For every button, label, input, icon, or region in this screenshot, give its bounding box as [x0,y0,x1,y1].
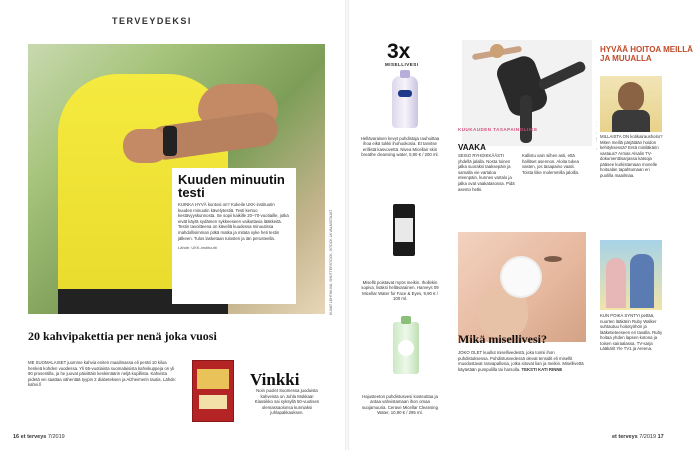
actor-2 [630,254,654,308]
product-description-2: Misellit poistavat myös meikin. Ihollekin sopiva, lisäksi hellävarainen. Harveys 09 Micellar Water for Face & Eyes, 9,90 € / 100 ml. [361,280,439,302]
pose-body-1: SEISO RYHDIKKÄÄSTI yhdellä jalalla. Nosta toinen jalka suoraksi taaksepäin ja samalla vie vartaloa eteenpäin, kunnes vartalo ja jalka ovat vaakatasossa. Pidä asento hetki. [458,153,515,192]
model-head [490,44,504,58]
nivea-bottle-image [392,76,418,128]
pose-body-2: Kallistu vain siihen asti, että hallitset asennon. Aloita tukea vasten, jos tasapaino vaatii. Toista liike molemmilla jaloilla. [522,153,580,175]
issue-right: 7/2019 [639,434,657,440]
coffee-source: Lähde: kahvi.fi [28,376,177,388]
sidebar-item-2: KUN POIKA SYNTYI pettää, nuorten lääkärin Ruby Walker suhtautuu hoitotyöhön ja lääketieteeseen eri tavalla. Ruby hoitaa yhden lapsen kotona ja toisen sairaalassa. TV-sarja Lääkärit Yle TV1 ja Areena. [600,313,663,351]
actor-1 [606,258,626,308]
micellar-article-title: Mikä misellivesi? [458,332,547,346]
model-leg [520,95,532,143]
product-category: MISELLIVESI [385,62,419,67]
issue-left: 7/2019 [47,434,65,440]
section-header: TERVEYDEKSI [112,16,192,26]
walking-test-body: KUINKA HYVÄ kuntosi on? Kokeile UKK-instituutin kuuden minuutin kävelytestiä. Testi kertoo kestävyyskunnosta. Se sopii kaikille 20–70-vuotiaille, jotka eivät käytä sydämen sykkeeseen vaikuttavia lääkkeitä. Testin tavoitteena on kävellä kuudessa minuutissa mahdollisimman pitkä matka ja mitata syke heti testin jälkeen. Tulos lasketaan tulosten ja iän perusteella. [178,202,289,241]
presenter-photo [600,76,662,132]
pose-kicker: KUUKAUDEN TASAPAINOLIIKE [458,127,538,132]
sidebar-title: HYVÄÄ HOITOA MEILLÄ JA MUUALLA [600,45,693,63]
runner-hand [123,129,168,163]
page-gutter [345,0,349,450]
model-eye [544,256,562,262]
product-description-3: Hajusteeton puhdistusvesi kosteuttaa ja antaa vahvistamaan ihon omaa suojamuuria. Cerave Micellar Cleansing Water, 10,90 € / 295 ml. [362,394,438,416]
bottle-cap [400,70,410,78]
tip-title: Vinkki [250,370,300,389]
page-number-left: 16 [13,434,20,440]
coffee-article-title: 20 kahvipakettia per nenä joka vuosi [28,329,217,343]
presenter-body [612,110,650,132]
tip-body: Noin puolet Suomessa juoduista kahveista on Juhla Mokkaa! Klassikko sai syksyllä 50-vuotisen olemassaolonsa kunniaksi juhlapakkauksen. [254,388,320,416]
brand-logo [398,90,412,97]
magazine-name-left: et terveys [20,434,47,440]
harveys-bottle-image [393,204,415,256]
micellar-article-body [458,350,584,372]
page-number-right: 17 [657,434,664,440]
sidebar-item-1: MILLAISTA ON kotikairaushoito? Miten meillä pärjätään hoidon kehityksessä? Entä miniläkärin vastaus? Armas Alsalin TV-dokumenttisarjassa katsoja pääsee kurkistamaan monelle hoitoalan tapahtumaan eri puolilla maailmaa. [600,134,663,178]
bottle-cap [401,316,411,324]
coffee-body-text: ME SUOMALAISET juomme kahvia eniten maailmassa eli peräti 10 kiloa henkeä kohden vuodessa. Yli 65-vuotiaista suomalaisista kahvikuppeja on yli 90 prosentilla, ja he juovat päivittäin keskimäärin neljä kupillista. Kahvista pidetä vei saattaa vähentää tyypin 2 diabeteksen ja Alzheimerin tautia. [28,360,175,382]
coffee-article-body [28,360,178,388]
walking-test-source: Lähde: UKK-instituutti [178,245,217,251]
folio-left [13,434,65,440]
model-raised-leg [537,60,587,91]
bottle-label [398,340,414,356]
pose-title: VAAKA [458,143,486,152]
walking-test-title: Kuuden minuutin testi [178,172,285,200]
bottle-label [395,218,413,242]
watch-icon [163,126,177,156]
cleansing-face-photo [458,232,586,342]
folio-right [612,434,664,440]
micellar-byline: TEKSTI KATI RINNE [521,366,563,372]
micellar-body-text: JOKO OLET kuullut misellivedestä, joka toimii ihon puhdistuksessa. Puhdistusvedessä olevat tensidit eli misellit muodostavat rasvapallosia, jotka sitovat lian ja meikin. Misellivettä käytetään pumpulilla tai harsolla. [458,350,584,372]
coffee-package-label-2 [199,395,227,409]
cotton-pad [502,258,540,296]
product-count: 3x [387,40,411,63]
walking-test-box [172,168,296,304]
coffee-package-label [197,369,229,389]
tv-series-photo [600,240,662,310]
product-description-1: Hellävaraisen kevyt puhdistaja rauhoittaa ihoa eikä tukkii ihohuokosia. Et tarvitse erillistä kasvovettä. Nivea Micellair skin breathe cleansing water, 5,90 € / 200 ml. [360,136,440,158]
cerave-bottle-image [393,322,419,374]
coffee-package-image [192,360,234,422]
magazine-name-right: et terveys [612,434,638,440]
photo-credit: KUVAT LEHTIKUVA, SHUTTERSTOCK, ISTOCK JA VALMISTAJAT [329,209,333,315]
presenter-head [618,82,644,112]
